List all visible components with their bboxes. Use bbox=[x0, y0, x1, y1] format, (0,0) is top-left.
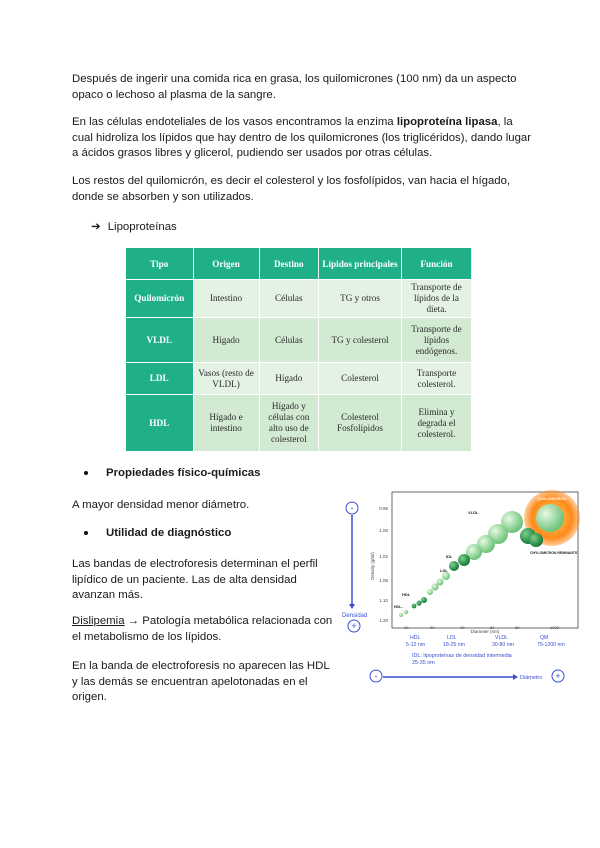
bullet-dot-icon bbox=[84, 531, 88, 535]
size-name-vldl: VLDL bbox=[495, 635, 508, 641]
table-cell: Vasos (resto de VLDL) bbox=[193, 363, 259, 395]
p2-text-end: , la cual hidroliza los lípidos que hay dentro de los quilomicrones (los triglicéridos), dando lugar a ácidos grasos libres y glicerol, pudiendo ser usados por otras células. bbox=[72, 116, 532, 159]
ldl-particle bbox=[442, 572, 450, 580]
diameter-arrowhead-icon bbox=[513, 674, 518, 680]
ldl-particle bbox=[427, 589, 433, 595]
diameter-minus-sign: - bbox=[374, 671, 378, 681]
x-tick: 10 bbox=[404, 625, 409, 630]
idl-label: IDL bbox=[446, 554, 453, 559]
table-cell: Transporte de lípidos de la dieta. bbox=[402, 280, 472, 318]
lipoprotein-density-diameter-figure bbox=[340, 488, 580, 688]
table-cell: Hígado y células con alto uso de colesterol bbox=[259, 395, 318, 452]
p2-text-start: En las células endoteliales de los vasos encontramos la enzima bbox=[72, 116, 397, 128]
x-tick: 20 bbox=[430, 625, 435, 630]
table-cell: TG y colesterol bbox=[319, 318, 402, 363]
hdl-particle bbox=[421, 597, 427, 603]
paragraph-restos-quilomicron: Los restos del quilomicrón, es decir el colesterol y los fosfolípidos, van hacia el hígado, donde se absorben y son utilizados. bbox=[72, 175, 511, 203]
paragraph-banda-electroforesis: En la banda de electroforesis no aparecen las HDL y las demás se encuentran apelotonadas en el origen. bbox=[72, 660, 330, 703]
paragraph-dislipemia bbox=[72, 614, 334, 645]
paragraph-densidad: A mayor densidad menor diámetro. bbox=[72, 499, 250, 511]
size-name-ldl: LDL bbox=[447, 635, 457, 641]
x-tick: 40 bbox=[460, 625, 465, 630]
col-header-tipo: Tipo bbox=[126, 248, 193, 280]
x-axis-label: Diameter (nm) bbox=[470, 629, 500, 634]
hdl2-label: HDL₂ bbox=[394, 605, 403, 609]
table-cell: Hígado bbox=[259, 363, 318, 395]
table-cell-type: Quilomicrón bbox=[126, 280, 193, 318]
table-cell-type: HDL bbox=[126, 395, 193, 452]
ldl-particle bbox=[432, 584, 439, 591]
table-cell: Colesterol bbox=[319, 363, 402, 395]
bullet-propiedades-label: Propiedades físico-químicas bbox=[106, 467, 261, 479]
diameter-label: Diámetro bbox=[520, 675, 543, 681]
diameter-plus-sign: + bbox=[555, 671, 561, 681]
arrow-icon: ➔ bbox=[91, 221, 101, 233]
bullet-propiedades bbox=[84, 467, 260, 479]
density-label: Densidad bbox=[342, 613, 368, 619]
hdl-particle bbox=[416, 600, 421, 605]
hdl-particle bbox=[399, 613, 403, 617]
y-tick: 1.00 bbox=[379, 528, 388, 533]
paragraph-lipoproteina-lipasa bbox=[72, 115, 532, 162]
size-name-hdl: HDL bbox=[410, 635, 421, 641]
remnant-particle bbox=[529, 533, 543, 547]
density-arrowhead-icon bbox=[349, 604, 355, 609]
table-cell: Hígado bbox=[193, 318, 259, 363]
table-cell: Células bbox=[259, 280, 318, 318]
section-lipoproteinas-label: Lipoproteínas bbox=[107, 221, 177, 233]
x-tick: 80 bbox=[515, 625, 520, 630]
table-cell: Intestino bbox=[193, 280, 259, 318]
hdl-label: HDL bbox=[402, 592, 411, 597]
chylomicron-particle bbox=[536, 504, 564, 532]
col-header-lipidos: Lípidos principales bbox=[319, 248, 402, 280]
y-axis-label: Density (g/ml) bbox=[370, 552, 375, 580]
hdl-particle bbox=[404, 610, 408, 614]
size-range-ldl: 18-25 nm bbox=[443, 642, 465, 648]
y-tick: 1.02 bbox=[379, 554, 388, 559]
chylo-label: QUILOMICRÓN bbox=[537, 496, 567, 501]
idl-size: 25-35 nm bbox=[412, 660, 435, 666]
x-tick: 1000 bbox=[550, 625, 559, 630]
idl-particle bbox=[449, 561, 459, 571]
p2-bold-term: lipoproteína lipasa bbox=[396, 116, 498, 128]
y-tick: 1.20 bbox=[379, 618, 388, 623]
y-tick: 1.10 bbox=[379, 598, 388, 603]
size-name-qm: QM bbox=[540, 635, 549, 641]
section-lipoproteinas bbox=[91, 219, 177, 233]
table-cell-type: VLDL bbox=[126, 318, 193, 363]
col-header-origen: Origen bbox=[193, 248, 259, 280]
table-row bbox=[126, 363, 472, 395]
idl-note: IDL: lipoproteínas de densidad intermedia bbox=[412, 653, 512, 659]
table-row bbox=[126, 395, 472, 452]
table-cell: Elimina y degrada el colesterol. bbox=[402, 395, 472, 452]
paragraph-electroforesis: Las bandas de electroforesis determinan el perfil lipídico de un paciente. Las de alta densidad avanzan más. bbox=[72, 558, 318, 601]
ldl-label: LDL bbox=[440, 568, 448, 573]
dislipemia-link[interactable]: Dislipemia bbox=[72, 615, 125, 627]
bullet-diagnostico-label: Utilidad de diagnóstico bbox=[106, 527, 232, 539]
vldl-label: VLDL bbox=[468, 510, 479, 515]
y-tick: 0.95 bbox=[379, 506, 388, 511]
dislipemia-definition: → Patología metabólica relacionada con el metabolismo de los lípidos. bbox=[72, 615, 333, 643]
table-row bbox=[126, 280, 472, 318]
table-cell: TG y otros bbox=[319, 280, 402, 318]
idl-particle bbox=[458, 554, 470, 566]
table-cell: Transporte de lípidos endógenos. bbox=[402, 318, 472, 363]
table-cell: Transporte colesterol. bbox=[402, 363, 472, 395]
col-header-funcion: Función bbox=[402, 248, 472, 280]
bullet-dot-icon bbox=[84, 471, 88, 475]
density-minus-sign: - bbox=[350, 503, 354, 513]
table-row bbox=[126, 318, 472, 363]
density-plus-sign: + bbox=[351, 621, 357, 631]
table-cell: Colesterol Fosfolípidos bbox=[319, 395, 402, 452]
size-range-qm: 75-1200 nm bbox=[537, 642, 565, 648]
table-cell: Hígado e intestino bbox=[193, 395, 259, 452]
lipoprotein-table bbox=[126, 248, 472, 451]
bullet-diagnostico bbox=[84, 527, 231, 539]
y-tick: 1.06 bbox=[379, 578, 388, 583]
col-header-destino: Destino bbox=[259, 248, 318, 280]
ldl-particle bbox=[437, 579, 444, 586]
hdl-particle bbox=[412, 604, 417, 609]
paragraph-quilomicrones: Después de ingerir una comida rica en grasa, los quilomicrones (100 nm) da un aspecto opaco o lechoso al plasma de la sangre. bbox=[72, 73, 517, 101]
remnants-label: CHYLOMICRON REMNANTS bbox=[530, 551, 578, 555]
table-cell-type: LDL bbox=[126, 363, 193, 395]
size-range-hdl: 5-12 nm bbox=[406, 642, 426, 648]
table-cell: Células bbox=[259, 318, 318, 363]
size-range-vldl: 30-80 nm bbox=[492, 642, 514, 648]
x-tick: 60 bbox=[490, 625, 495, 630]
table-header-row bbox=[126, 248, 472, 280]
